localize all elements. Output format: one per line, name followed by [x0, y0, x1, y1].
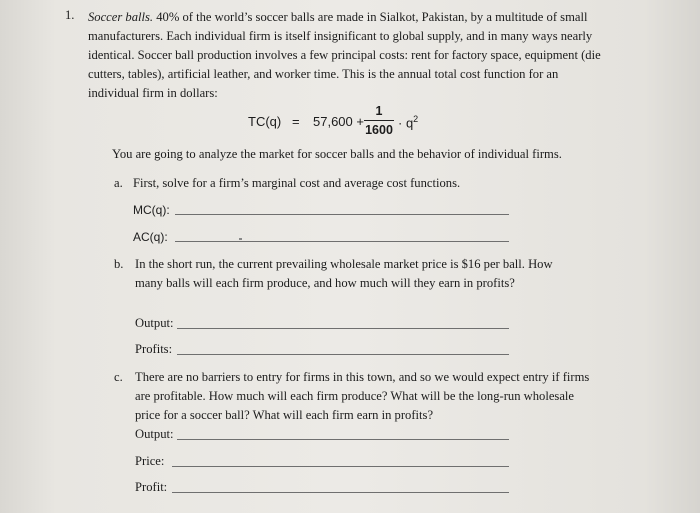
part-b-output-label: Output:	[135, 316, 174, 330]
mc-answer-line[interactable]	[175, 214, 509, 215]
fraction-bar	[364, 120, 394, 121]
ac-label: AC(q):	[133, 230, 168, 244]
part-b-marker: b.	[114, 257, 124, 271]
part-c-output-label: Output:	[135, 427, 174, 441]
mc-label: MC(q):	[133, 203, 170, 217]
part-c-profit-line[interactable]	[172, 492, 509, 493]
part-c-profit-label: Profit:	[135, 480, 168, 494]
part-c-price-line[interactable]	[172, 466, 509, 467]
fraction-numerator: 1	[375, 104, 383, 118]
fraction-denominator: 1600	[365, 123, 393, 137]
analyze-text: You are going to analyze the market for soccer balls and the behavior of individual firms.	[112, 147, 562, 161]
part-b-profits-line[interactable]	[177, 354, 509, 355]
equation-lhs: TC(q)	[248, 114, 282, 129]
part-b-profits-label: Profits:	[135, 342, 173, 356]
equation-exponent: 2	[413, 114, 419, 124]
equation-constant: 57,600 +	[313, 114, 364, 129]
part-a-marker: a.	[114, 176, 123, 190]
part-a-text: First, solve for a firm’s marginal cost and average cost functions.	[133, 176, 461, 190]
equation-variable: · q	[398, 115, 414, 131]
part-c-marker: c.	[114, 370, 123, 384]
part-c-output-line[interactable]	[177, 439, 509, 440]
ac-answer-line[interactable]	[175, 241, 509, 242]
equation-fraction	[364, 104, 394, 137]
part-c-price-label: Price:	[135, 454, 165, 468]
problem-number: 1.	[65, 8, 75, 22]
problem-intro	[88, 8, 608, 103]
part-b-text: In the short run, the current prevailing wholesale market price is $16 per ball. How many balls will each firm produce, and how much will they earn in profits?	[135, 257, 553, 290]
pencil-mark	[239, 238, 242, 240]
part-b-output-line[interactable]	[177, 328, 509, 329]
problem-title: Soccer balls.	[88, 10, 154, 24]
part-c-text: There are no barriers to entry for firms in this town, and so we would expect entry if firms are profitable. How much will each firm produce? What will be the long-run wholesale price for a soccer ball? What will each firm earn in profits?	[135, 370, 590, 422]
equation-equals: =	[292, 114, 300, 129]
problem-intro-text: 40% of the world’s soccer balls are made in Sialkot, Pakistan, by a multitude of small manufacturers. Each individual firm is itself insignificant to global supply, and in many ways nearly identical. Soccer ball production involves a few principal costs: rent for factory space, equipment (die cutters, tables), artificial leather, and worker time. This is the annual total cost function for an individual firm in dollars:	[88, 10, 601, 100]
equation-tail	[398, 114, 418, 130]
